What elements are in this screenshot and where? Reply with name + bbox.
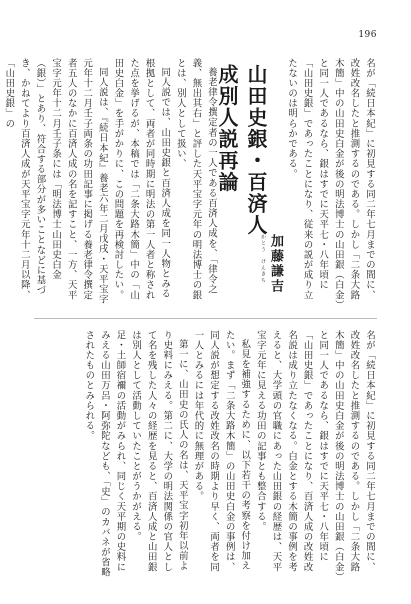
article-title-block <box>215 58 289 306</box>
body-paragraph: 私見を補強するために、以下若干の考察を付け加えたい。まず「二条大路木簡」の山田史白金の事例は、同人説が想定する改姓改名の時期より早く、両者を同一人とみるには年代的に無理がある。 <box>192 330 251 573</box>
body-paragraph: 養老律令撰定者の一人である百済人成を、「律令之義、無出其右」と評した天平宝字元年の明法博士の銀とは、別人として扱い、 <box>174 58 217 301</box>
tier-divider <box>34 318 377 319</box>
body-paragraph: 足・土師宿禰の活動がみられ、同じく天平期の史料にみえる山田万呂・阿弥陀なども、「史」のカバネが省略されたものとみられる。 <box>83 330 126 578</box>
upper-right-paragraph: 名が「続日本紀」に初見する同二年七月までの間に、改姓改名したと推測するのである。しかし「二条大路木簡」中の山田史白金が後の明法博士の山田銀（白金）と同一人であるなら、銀はすでに天平七・八年頃に「山田史銀」であったことになり、従来の説が成り立たないのは明らかである。 <box>286 58 375 306</box>
body-paragraph: 名が「続日本紀」に初見する同二年七月までの間に、改姓改名したと推測するのである。しかし「二条大路木簡」中の山田史白金が後の明法博士の山田銀（白金）と同一人であるなら、銀はすでに天平七・八年頃に「山田史銀」であったことになり、百済人成の改姓改名説は成り立たなくなる。白金とする木簡の事例を考えると、大学頭の官職にあった山田銀の経歴は、天平宝字元年に見える功田の記事とも整合する。 <box>254 330 375 578</box>
body-paragraph: 同人説は、『続日本紀』養老六年二月戊戌・天平宝字元年十二月壬子両条の功田記事に掲げる養老律令撰定者五人のなかに百済人成の名を記すこと、一方、天平宝字元年十二月壬子条には「明法博士山田史白金（銀）」とあり、符合する部分が多いことなどに基づき、かねてより百済人成が天平宝字元年十二月以降、「山田史銀」の <box>3 58 108 305</box>
upper-left-body-text <box>3 58 219 306</box>
article-title: 山田史銀・百済人成別人説再論 <box>215 64 268 236</box>
page-number: 196 <box>358 30 377 40</box>
article-author: 加藤謙吉 <box>268 234 283 294</box>
author-ruby: かとう けんきち <box>260 234 266 284</box>
body-paragraph: 第一に、山田史の氏人の名は、天平宝字初年以前より史料にみえる。第二に、大学の明法関係の官人として名を残した人々の経歴を見ると、百済人成と山田銀は別人として活動していたことがうかがえる。 <box>130 330 188 573</box>
body-paragraph: 同人説では、山田史銀と百済人成を同一人物とみる根拠として、両者が同時期に明法の第一人者と称された点を挙げるが、本稿では「二条大路木簡」中の「山田史白金」を手がかりに、この問題を再検討したい。 <box>112 58 171 301</box>
upper-right-column-text <box>286 58 377 306</box>
lower-body-text <box>51 330 377 580</box>
